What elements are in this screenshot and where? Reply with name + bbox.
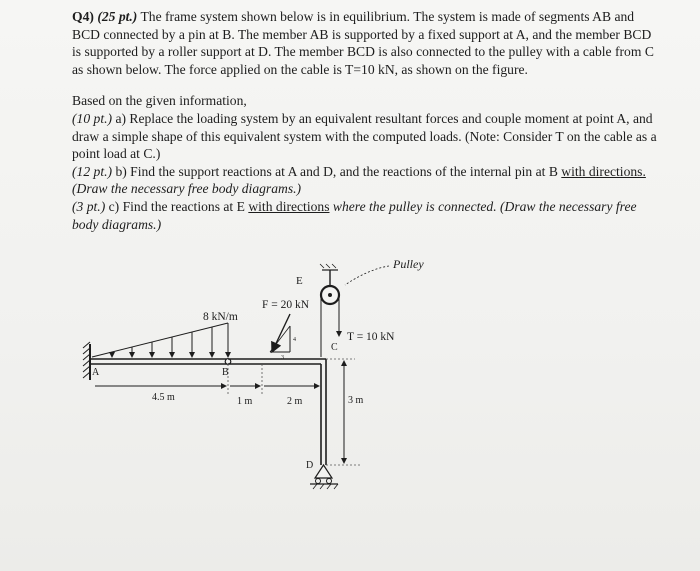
label-c: C — [331, 342, 338, 353]
part-c-points: (3 pt.) — [72, 198, 106, 214]
force-f — [270, 314, 290, 352]
question-body: The frame system shown below is in equilibrium. The system is made of segments AB and BCD connected by a pin at B. The member AB is supported by a fixed support at A, and the member BCD is supported by a roller support at D. The member BCD is also connected to the pulley with a cable from C as shown below. The force applied on the cable is T=10 kN, as shown on the figure. — [72, 9, 654, 77]
member-bcd — [228, 359, 326, 465]
frame-diagram — [0, 240, 700, 540]
label-b: B — [222, 367, 229, 378]
label-slope-4: 4 — [293, 337, 296, 343]
roller-support-d — [310, 465, 338, 489]
part-c-underlined: with directions — [248, 198, 330, 214]
label-f: F = 20 kN — [262, 299, 310, 311]
dimension-2m: 2 m — [287, 396, 303, 407]
pulley — [320, 264, 339, 304]
dimension-1m: 1 m — [237, 396, 253, 407]
label-d: D — [306, 460, 314, 471]
dimension-vertical — [326, 359, 362, 465]
question-statement — [72, 8, 662, 78]
part-b-text: b) Find the support reactions at A and D, and the reactions of the internal pin at B — [115, 163, 558, 179]
dimension-horizontal — [95, 364, 319, 395]
part-c-text-after: where the pulley is connected. (Draw the necessary free body diagrams.) — [72, 198, 637, 232]
label-e: E — [296, 275, 303, 287]
label-t: T = 10 kN — [347, 331, 395, 343]
dimension-4-5m: 4.5 m — [152, 392, 175, 403]
part-b — [72, 163, 662, 198]
problem-text — [72, 8, 662, 233]
part-c-text: c) Find the reactions at E — [108, 198, 245, 214]
dimension-3m: 3 m — [348, 395, 364, 406]
label-slope-3: 3 — [281, 355, 284, 361]
part-a-text: a) Replace the loading system by an equivalent resultant forces and couple moment at point A, and draw a simple shape of this equivalent system with the computed loads. (Note: Consider T on the cable as a point load at C.) — [72, 110, 657, 162]
distributed-load — [92, 323, 228, 357]
question-number: Q4) — [72, 9, 94, 24]
member-ab — [90, 359, 228, 364]
part-a-points: (10 pt.) — [72, 110, 113, 126]
part-a — [72, 110, 662, 163]
fixed-support-a — [83, 342, 90, 380]
part-b-points: (12 pt.) — [72, 163, 113, 179]
question-points: (25 pt.) — [97, 9, 138, 24]
info-intro: Based on the given information, — [72, 93, 247, 109]
label-pulley: Pulley — [393, 257, 424, 271]
part-b-underlined: with directions. — [561, 163, 646, 179]
part-c — [72, 198, 662, 233]
label-a: A — [92, 367, 100, 378]
pulley-leader — [345, 266, 389, 285]
label-w: 8 kN/m — [203, 311, 238, 323]
part-b-note: (Draw the necessary free body diagrams.) — [72, 181, 302, 197]
